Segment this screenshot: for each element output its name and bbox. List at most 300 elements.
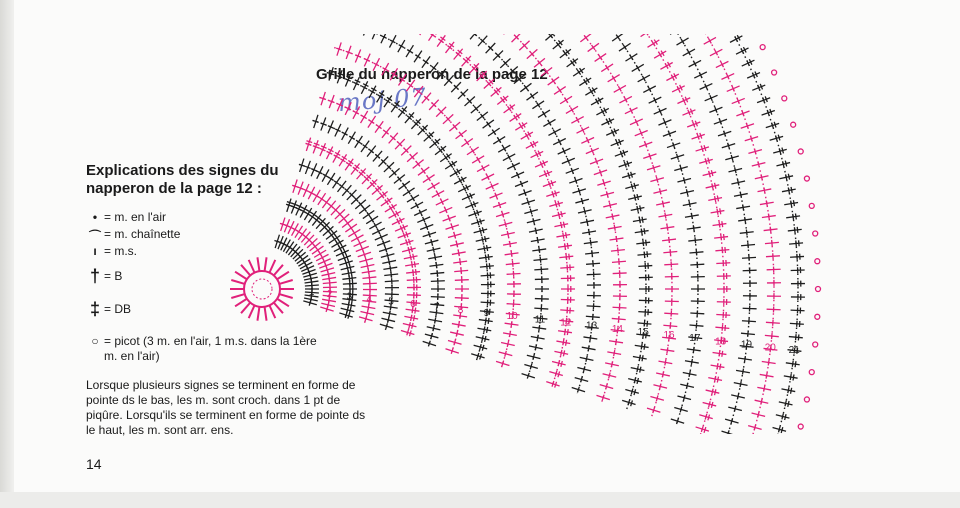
stitch-mark [566,106,578,113]
stitch-mark [345,159,353,170]
stitch-mark [522,373,535,379]
stitch-mark [364,54,370,67]
stitch-mark [717,273,731,279]
stitch-mark [414,86,423,97]
stitch-mark [534,58,545,67]
stitch-mark [465,201,478,208]
stitch-mark [545,34,556,40]
stitch-mark [389,35,396,47]
stitch-mark [358,252,371,258]
picot-mark [798,424,803,429]
stitch-mark [533,257,547,263]
stitch-mark [581,138,594,144]
stitch-mark [382,127,391,138]
stitch-mark [708,376,722,382]
stitch-mark [619,161,632,168]
stitch-mark [524,363,537,369]
legend-label: = B [104,269,123,283]
stitch-mark [390,68,397,80]
stitch-mark [688,237,702,243]
stitch-mark [531,335,545,341]
center-ring-chain [252,279,272,299]
stitch-mark [660,347,674,353]
stitch-mark [734,381,748,387]
stitch-mark [567,59,578,67]
stitch-mark [643,153,656,159]
stitch-mark [355,136,363,148]
stitch-mark [606,129,619,136]
stitch-mark [779,400,793,406]
stitch-mark [552,211,566,217]
stitch-mark [277,272,289,280]
stitch-mark [711,363,725,369]
row-number: 3 [346,291,353,303]
stitch-mark [713,221,727,227]
stitch-mark [786,361,800,367]
stitch-mark [472,156,484,163]
legend-label: = m.s. [104,244,138,258]
stitch-mark [664,261,678,267]
stitch-mark [584,240,598,246]
stitch-mark [339,154,347,166]
stitch-mark [398,106,407,117]
stitch-mark [691,286,705,292]
stitch-mark [381,317,395,323]
stitch-mark [379,246,392,252]
stitch-mark [743,267,757,273]
stitch-mark [637,251,651,257]
stitch-mark [448,339,461,345]
stitch-mark [770,135,783,142]
stitch-mark [786,214,800,220]
stitch-mark [313,190,320,202]
stitch-mark [532,247,546,253]
picot-mark [760,45,765,50]
stitch-mark [745,136,758,142]
stitch-mark [477,112,488,121]
stitch-mark [361,111,368,123]
stitch-mark [636,240,650,246]
stitch-mark [722,430,735,434]
stitch-mark [493,51,503,61]
stitch-mark [743,293,757,299]
stitch-mark [407,195,419,202]
stitch-mark [420,224,433,230]
stitch-mark [757,386,771,392]
stitch-mark [703,401,717,408]
stitch-mark [535,276,549,282]
stitch-mark [446,224,459,230]
stitch-mark [549,201,562,208]
stitch-mark [399,181,410,189]
picot-mark [782,96,787,101]
stitch-mark [320,306,333,312]
stitch-mark [277,299,289,307]
stitch-mark [231,280,244,284]
stitch-mark [353,77,360,90]
stitch-mark [499,221,513,227]
stitch-mark [337,181,346,192]
stitch-mark [663,249,677,255]
stitch-mark [556,232,570,238]
stitch-mark [451,82,461,92]
stitch-mark [428,255,442,261]
stitch-mark [577,127,590,133]
stitch-mark [773,426,787,433]
stitch-mark [342,275,356,281]
stitch-mark [481,272,495,278]
stitch-mark [677,97,690,104]
stitch-mark [682,109,695,116]
row-number: 8 [457,304,464,316]
stitch-mark [450,331,464,337]
row-number: 6 [410,299,416,311]
stitch-mark [743,306,757,312]
stitch-mark [666,73,678,80]
stitch-mark [448,233,461,239]
stitch-mark [658,213,672,219]
stitch-mark [718,131,731,137]
chain-stitch-symbol: • [92,210,98,224]
stitch-mark [647,407,660,413]
stitch-mark [553,139,566,145]
stitch-mark [577,366,591,372]
stitch-mark [311,163,317,176]
stitch-mark [427,325,441,331]
stitch-mark [715,247,729,253]
row-number: 18 [715,336,727,348]
stitch-mark [524,209,537,215]
stitch-mark [527,92,538,100]
stitch-mark [454,268,468,274]
stitch-mark [546,381,559,388]
stitch-mark [389,211,401,218]
stitch-mark [554,350,568,356]
stitch-mark [742,318,756,324]
picot-mark [815,314,820,319]
stitch-mark [662,237,676,243]
stitch-mark [527,49,538,58]
stitch-mark [269,305,275,318]
stitch-mark [241,265,250,276]
stitch-mark [461,139,472,147]
stitch-mark [605,361,619,367]
stitch-mark [383,265,397,271]
stitch-mark [696,145,709,152]
stitch-mark [608,75,620,82]
stitch-mark [404,315,418,321]
stitch-mark [687,347,701,353]
stitch-mark [362,275,376,281]
stitch-mark [339,259,352,266]
stitch-mark [450,241,464,247]
stitch-mark [535,286,549,292]
stitch-mark [789,240,803,246]
row-number: 5 [388,296,394,308]
stitch-mark [353,106,360,118]
stitch-mark [345,74,352,87]
stitch-mark [375,234,388,240]
stitch-mark [389,133,398,144]
stitch-mark [503,241,517,247]
stitch-mark [326,147,333,160]
stitch-mark [382,259,396,265]
stitch-mark [407,277,421,283]
stitch-mark [351,163,360,174]
stitch-mark [665,286,679,292]
stitch-mark [363,281,377,287]
stitch-mark [477,327,491,333]
stitch-mark [351,235,363,242]
stitch-mark [488,128,500,136]
stitch-mark [385,204,397,212]
stitch-mark [635,228,649,234]
stitch-mark [690,310,704,316]
stitch-mark [736,47,749,54]
legend-label: = DB [104,302,132,316]
stitch-mark [752,84,765,91]
row-number: 14 [611,323,623,335]
stitch-mark [514,75,525,84]
picot-mark [798,149,803,154]
stitch-mark [586,261,600,267]
stitch-mark [752,412,766,418]
stitch-mark [503,154,515,161]
stitch-mark [706,389,720,395]
stitch-mark [608,225,622,231]
row-number: 13 [586,320,598,332]
stitch-mark [572,387,585,393]
stitch-mark [360,310,374,316]
stitch-mark [348,132,355,144]
stitch-mark [425,333,438,339]
stitch-mark [359,205,370,214]
stitch-mark [474,344,488,351]
stitch-mark [725,418,738,424]
stitch-mark [603,373,617,379]
stitch-mark [613,282,627,288]
stitch-mark [339,312,352,319]
stitch-mark [486,43,496,53]
stitch-mark [607,350,621,356]
stitch-mark [529,228,543,234]
stitch-mark [665,298,679,304]
stitch-mark [398,40,405,52]
stitch-mark [522,199,535,205]
stitch-mark [265,307,267,321]
stitch-mark [788,227,802,233]
stitch-mark [762,360,776,366]
stitch-mark [782,187,796,193]
legend-item [86,299,131,320]
stitch-mark [362,269,376,275]
stitch-mark [704,37,716,44]
row-number: 9 [483,308,490,320]
stitch-mark [482,174,495,180]
stitch-mark [392,218,405,225]
stitch-mark [699,158,712,165]
row-number: 21 [788,345,800,357]
stitch-mark [346,46,352,59]
stitch-mark [632,64,644,71]
stitch-mark [497,96,508,105]
stitch-mark [683,371,697,377]
stitch-mark [587,293,601,299]
stitch-mark [356,246,369,252]
stitch-mark [338,254,351,261]
stitch-mark [671,154,684,160]
stitch-mark [671,418,684,424]
stitch-mark [711,208,725,214]
stitch-mark [580,356,594,362]
stitch-mark [653,189,667,195]
stitch-mark [717,299,731,305]
picot-mark [813,342,818,347]
stitch-mark [656,201,670,207]
stitch-mark [582,345,596,351]
stitch-mark [274,265,283,276]
stitch-mark [454,49,463,60]
stitch-mark [507,163,520,169]
stitch-mark [366,216,378,223]
stitch-mark [579,78,591,86]
stitch-mark [779,174,793,180]
stitch-mark [622,172,635,179]
stitch-mark [665,274,679,280]
stitch-mark [481,291,495,297]
stitch-mark [721,74,734,80]
stitch-mark [529,344,543,350]
stitch-mark [453,259,467,265]
stitch-mark [633,355,647,361]
stitch-mark [789,334,803,340]
stitch-mark [423,175,435,183]
page-gutter-shadow [0,0,14,508]
picot-mark [804,397,809,402]
stitch-mark [554,87,566,95]
stitch-mark [377,192,388,201]
stitch-mark [425,239,438,245]
stitch-mark [573,68,585,76]
stitch-mark [313,140,320,153]
stitch-mark [790,321,804,327]
stitch-mark [764,227,778,233]
stitch-mark [401,330,414,337]
stitch-mark [587,303,601,309]
stitch-mark [455,277,469,283]
stitch-mark [543,119,555,126]
stitch-mark [615,150,628,157]
stitch-mark [342,270,356,276]
stitch-mark [660,62,672,69]
stitch-mark [521,132,533,140]
stitch-mark [639,298,653,304]
stitch-mark [333,177,341,188]
stitch-mark [534,266,548,272]
stitch-mark [766,122,779,129]
stitch-mark [333,150,340,162]
stitch-mark [716,61,729,67]
stitch-mark [748,425,761,431]
picot-symbol: ○ [91,334,99,348]
stitch-mark [479,254,493,260]
stitch-mark [578,208,592,214]
stitch-mark [490,193,503,199]
stitch-mark [601,64,613,72]
stitch-mark [483,120,494,128]
stitch-mark [601,118,614,125]
stitch-mark [760,373,774,379]
stitch-mark [656,372,670,378]
stitch-mark [585,88,597,96]
stitch-mark [422,56,430,67]
stitch-mark [653,384,667,390]
stitch-mark [398,232,411,239]
stitch-mark [587,271,601,277]
row-number: 10 [506,311,518,323]
stitch-mark [468,210,481,217]
stitch-mark [765,240,779,246]
stitch-mark [654,108,667,114]
stitch-mark [456,130,467,139]
stitch-mark [279,280,292,284]
stitch-mark [384,95,392,107]
stitch-mark [691,298,705,304]
stitch-mark [477,165,489,172]
stitch-mark [327,173,334,185]
stitch-mark [639,274,653,280]
stitch-mark [716,260,730,266]
stitch-mark [249,260,255,273]
stitch-mark [498,145,510,152]
stitch-mark [611,247,625,253]
stitch-mark [361,141,369,152]
stitch-mark [486,183,499,189]
stitch-mark [556,339,570,345]
stitch-mark [450,169,462,177]
chain-arc [342,34,542,377]
stitch-mark [612,34,623,41]
stitch-mark [402,246,416,253]
stitch-mark [407,153,418,162]
stitch-mark [363,287,377,293]
stitch-mark [341,265,355,271]
stitch-mark [506,261,520,267]
stitch-mark [583,335,597,341]
stitch-mark [710,49,722,55]
stitch-mark [437,69,446,80]
stitch-mark [535,160,548,167]
legend-label: = m. en l'air [104,210,166,224]
stitch-mark [575,198,589,204]
stitch-mark [377,240,390,246]
stitch-mark [663,323,677,329]
stitch-mark [403,188,415,196]
stitch-mark [404,254,418,260]
stitch-mark [546,190,559,197]
stitch-mark [462,193,475,200]
stitch-mark [538,110,550,117]
chain-arc [380,34,672,418]
stitch-mark [714,234,728,240]
stitch-mark [507,301,521,307]
stitch-mark [606,214,620,220]
stitch-mark [507,281,521,287]
stitch-mark [471,104,482,113]
stitch-mark [625,54,637,61]
stitch-mark [274,303,283,314]
stitch-mark [470,34,479,39]
